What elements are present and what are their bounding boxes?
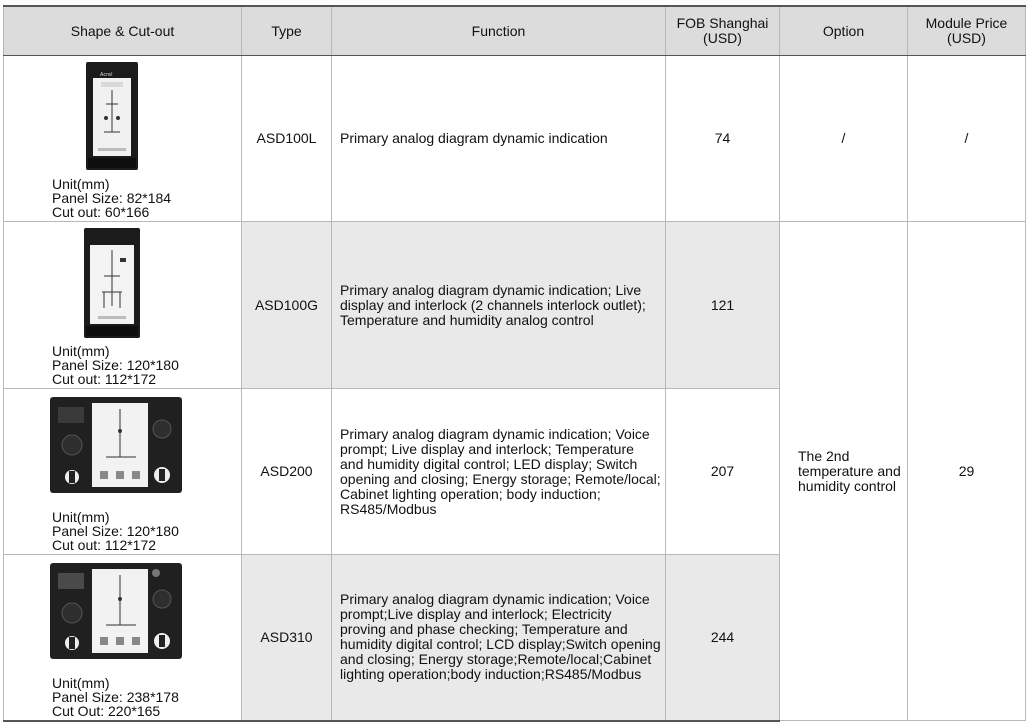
panel-size: Panel Size: 120*180 (52, 523, 179, 539)
device-image-asd100g (84, 228, 140, 338)
type-cell: ASD310 (242, 555, 332, 721)
unit-block (52, 676, 241, 718)
device-image-asd310 (50, 563, 182, 659)
cut-out-size: Cut out: 60*166 (52, 204, 150, 220)
header-option: Option (780, 6, 908, 56)
unit-label: Unit(mm) (52, 343, 110, 359)
cut-out-size: Cut Out: 220*165 (52, 702, 161, 719)
header-function: Function (332, 6, 666, 56)
panel-size: Panel Size: 238*178 (52, 688, 179, 705)
panel-size: Panel Size: 120*180 (52, 357, 179, 373)
shape-cell (4, 56, 242, 222)
header-fob-line1: FOB Shanghai (676, 15, 769, 31)
fob-price-cell: 74 (666, 56, 780, 222)
spec-table (3, 5, 1026, 722)
shape-cell (4, 389, 242, 555)
type-cell: ASD100L (242, 56, 332, 222)
option-cell: / (780, 56, 908, 222)
unit-label: Unit(mm) (52, 674, 110, 691)
function-cell: Primary analog diagram dynamic indication; Voice prompt; Live display and interlock; Temperature and humidity digital control; LED display; Switch opening and closing; Energy storage; Remote/local; Cabinet lighting operation; body induction; RS485/Modbus (332, 389, 666, 555)
device-image-asd200 (50, 397, 182, 493)
module-price-cell: 29 (908, 222, 1026, 721)
function-cell: Primary analog diagram dynamic indication; Voice prompt;Live display and interlock; Electricity proving and phase checking; Temperature and humidity digital control; LCD display;Switch opening and closing; Energy storage;Remote/local;Cabinet lighting operation;body induction;RS485/Modbus (332, 555, 666, 721)
type-cell: ASD200 (242, 389, 332, 555)
table-row (4, 222, 1026, 389)
cut-out-size: Cut out: 112*172 (52, 537, 157, 553)
option-cell: The 2nd temperature and humidity control (780, 222, 908, 721)
type-cell: ASD100G (242, 222, 332, 389)
module-price-cell: / (908, 56, 1026, 222)
cut-out-size: Cut out: 112*172 (52, 371, 157, 387)
function-cell: Primary analog diagram dynamic indication (332, 56, 666, 222)
unit-label: Unit(mm) (52, 176, 110, 192)
header-row (4, 6, 1026, 56)
fob-price-cell: 121 (666, 222, 780, 389)
function-cell: Primary analog diagram dynamic indication; Live display and interlock (2 channels interlock outlet); Temperature and humidity analog control (332, 222, 666, 389)
fob-price-cell: 244 (666, 555, 780, 721)
unit-block (52, 510, 241, 552)
table-row (4, 56, 1026, 222)
header-module-line2: (USD) (947, 30, 986, 46)
unit-block (52, 177, 241, 219)
header-fob (666, 6, 780, 56)
header-module-price (908, 6, 1026, 56)
fob-price-cell: 207 (666, 389, 780, 555)
unit-label: Unit(mm) (52, 509, 110, 525)
header-type: Type (242, 6, 332, 56)
device-image-asd100l (86, 62, 138, 170)
header-fob-line2: (USD) (703, 30, 742, 46)
device-brand-label: Acrel (100, 72, 113, 78)
header-shape: Shape & Cut-out (4, 6, 242, 56)
header-module-line1: Module Price (925, 15, 1008, 31)
shape-cell (4, 555, 242, 721)
unit-block (52, 344, 241, 386)
shape-cell (4, 222, 242, 389)
panel-size: Panel Size: 82*184 (52, 190, 172, 206)
